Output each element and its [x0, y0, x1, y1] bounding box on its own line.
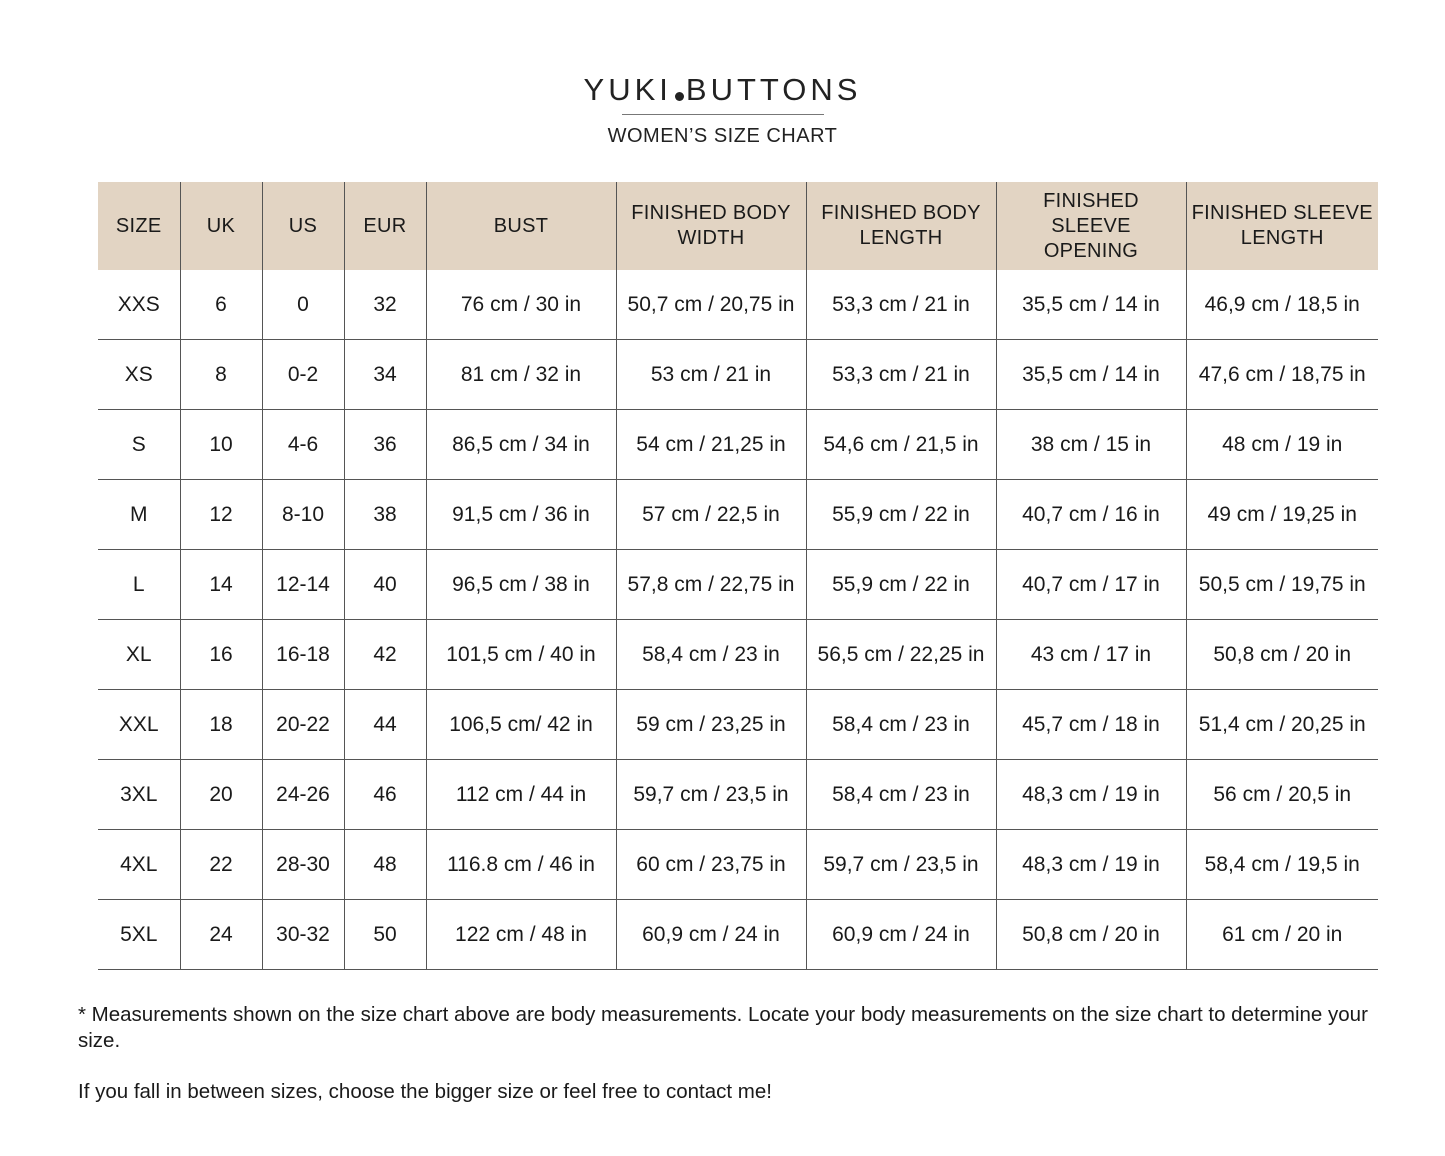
table-row: [98, 760, 1378, 830]
table-row: [98, 340, 1378, 410]
cell-us: 30-32: [262, 900, 344, 970]
table-row: [98, 480, 1378, 550]
cell-bust: 116.8 cm / 46 in: [426, 830, 616, 900]
cell-eur: 48: [344, 830, 426, 900]
cell-body-width: 58,4 cm / 23 in: [616, 620, 806, 690]
cell-body-width: 57,8 cm / 22,75 in: [616, 550, 806, 620]
cell-uk: 16: [180, 620, 262, 690]
column-header-sleeve-opening: FINISHED SLEEVE OPENING: [996, 182, 1186, 270]
cell-size: XXL: [98, 690, 180, 760]
notes: [78, 1002, 1378, 1130]
column-header-bust: BUST: [426, 182, 616, 270]
cell-bust: 91,5 cm / 36 in: [426, 480, 616, 550]
cell-sleeve-length: 48 cm / 19 in: [1186, 410, 1378, 480]
cell-eur: 32: [344, 270, 426, 340]
cell-sleeve-opening: 43 cm / 17 in: [996, 620, 1186, 690]
cell-bust: 106,5 cm/ 42 in: [426, 690, 616, 760]
column-header-us: US: [262, 182, 344, 270]
cell-sleeve-opening: 48,3 cm / 19 in: [996, 760, 1186, 830]
column-header-eur: EUR: [344, 182, 426, 270]
cell-bust: 86,5 cm / 34 in: [426, 410, 616, 480]
cell-eur: 44: [344, 690, 426, 760]
cell-uk: 12: [180, 480, 262, 550]
cell-sleeve-opening: 40,7 cm / 17 in: [996, 550, 1186, 620]
cell-body-length: 58,4 cm / 23 in: [806, 760, 996, 830]
cell-uk: 20: [180, 760, 262, 830]
cell-body-width: 57 cm / 22,5 in: [616, 480, 806, 550]
note-measurements: * Measurements shown on the size chart above are body measurements. Locate your body measurements on the size chart to determine your size.: [78, 1003, 1368, 1052]
brand-name-part1: YUKI: [583, 72, 672, 107]
cell-uk: 24: [180, 900, 262, 970]
column-header-sleeve-length: FINISHED SLEEVE LENGTH: [1186, 182, 1378, 270]
cell-sleeve-length: 56 cm / 20,5 in: [1186, 760, 1378, 830]
table-row: [98, 830, 1378, 900]
cell-size: L: [98, 550, 180, 620]
cell-us: 4-6: [262, 410, 344, 480]
cell-body-length: 60,9 cm / 24 in: [806, 900, 996, 970]
cell-size: S: [98, 410, 180, 480]
cell-body-width: 50,7 cm / 20,75 in: [616, 270, 806, 340]
cell-eur: 40: [344, 550, 426, 620]
cell-sleeve-length: 49 cm / 19,25 in: [1186, 480, 1378, 550]
cell-body-length: 53,3 cm / 21 in: [806, 270, 996, 340]
cell-size: M: [98, 480, 180, 550]
cell-bust: 101,5 cm / 40 in: [426, 620, 616, 690]
cell-sleeve-length: 47,6 cm / 18,75 in: [1186, 340, 1378, 410]
cell-sleeve-length: 50,8 cm / 20 in: [1186, 620, 1378, 690]
cell-body-width: 60,9 cm / 24 in: [616, 900, 806, 970]
cell-eur: 38: [344, 480, 426, 550]
cell-uk: 8: [180, 340, 262, 410]
brand-logo: [0, 70, 1445, 110]
cell-uk: 10: [180, 410, 262, 480]
cell-body-width: 54 cm / 21,25 in: [616, 410, 806, 480]
brand-divider: [622, 114, 824, 115]
cell-uk: 14: [180, 550, 262, 620]
cell-body-width: 59,7 cm / 23,5 in: [616, 760, 806, 830]
size-chart-table: [98, 182, 1378, 970]
cell-bust: 76 cm / 30 in: [426, 270, 616, 340]
cell-body-length: 55,9 cm / 22 in: [806, 480, 996, 550]
brand-dot-icon: [675, 92, 684, 101]
table-row: [98, 410, 1378, 480]
cell-uk: 18: [180, 690, 262, 760]
column-header-size: SIZE: [98, 182, 180, 270]
cell-us: 24-26: [262, 760, 344, 830]
cell-body-width: 59 cm / 23,25 in: [616, 690, 806, 760]
cell-eur: 46: [344, 760, 426, 830]
cell-uk: 22: [180, 830, 262, 900]
cell-us: 12-14: [262, 550, 344, 620]
cell-sleeve-opening: 40,7 cm / 16 in: [996, 480, 1186, 550]
column-header-uk: UK: [180, 182, 262, 270]
cell-body-length: 59,7 cm / 23,5 in: [806, 830, 996, 900]
note-in-between-sizes: If you fall in between sizes, choose the bigger size or feel free to contact me!: [78, 1080, 772, 1103]
cell-us: 0-2: [262, 340, 344, 410]
cell-sleeve-length: 46,9 cm / 18,5 in: [1186, 270, 1378, 340]
cell-sleeve-length: 58,4 cm / 19,5 in: [1186, 830, 1378, 900]
cell-eur: 34: [344, 340, 426, 410]
cell-bust: 112 cm / 44 in: [426, 760, 616, 830]
cell-body-width: 53 cm / 21 in: [616, 340, 806, 410]
cell-sleeve-opening: 38 cm / 15 in: [996, 410, 1186, 480]
table-row: [98, 690, 1378, 760]
cell-eur: 36: [344, 410, 426, 480]
cell-size: XS: [98, 340, 180, 410]
cell-eur: 42: [344, 620, 426, 690]
cell-bust: 81 cm / 32 in: [426, 340, 616, 410]
cell-size: XXS: [98, 270, 180, 340]
column-header-body-length: FINISHED BODY LENGTH: [806, 182, 996, 270]
cell-eur: 50: [344, 900, 426, 970]
cell-sleeve-opening: 50,8 cm / 20 in: [996, 900, 1186, 970]
brand-name-part2: BUTTONS: [685, 72, 862, 107]
table-row: [98, 270, 1378, 340]
cell-sleeve-length: 50,5 cm / 19,75 in: [1186, 550, 1378, 620]
table-row: [98, 900, 1378, 970]
cell-sleeve-opening: 48,3 cm / 19 in: [996, 830, 1186, 900]
cell-body-length: 56,5 cm / 22,25 in: [806, 620, 996, 690]
column-header-body-width: FINISHED BODY WIDTH: [616, 182, 806, 270]
table-row: [98, 550, 1378, 620]
cell-body-width: 60 cm / 23,75 in: [616, 830, 806, 900]
cell-size: XL: [98, 620, 180, 690]
cell-sleeve-opening: 45,7 cm / 18 in: [996, 690, 1186, 760]
cell-us: 16-18: [262, 620, 344, 690]
cell-size: 4XL: [98, 830, 180, 900]
cell-sleeve-length: 51,4 cm / 20,25 in: [1186, 690, 1378, 760]
cell-sleeve-opening: 35,5 cm / 14 in: [996, 270, 1186, 340]
table-row: [98, 620, 1378, 690]
cell-size: 5XL: [98, 900, 180, 970]
cell-sleeve-opening: 35,5 cm / 14 in: [996, 340, 1186, 410]
cell-us: 20-22: [262, 690, 344, 760]
cell-body-length: 58,4 cm / 23 in: [806, 690, 996, 760]
cell-bust: 122 cm / 48 in: [426, 900, 616, 970]
cell-body-length: 53,3 cm / 21 in: [806, 340, 996, 410]
cell-size: 3XL: [98, 760, 180, 830]
cell-uk: 6: [180, 270, 262, 340]
page-title: WOMEN’S SIZE CHART: [607, 125, 838, 147]
cell-sleeve-length: 61 cm / 20 in: [1186, 900, 1378, 970]
cell-us: 8-10: [262, 480, 344, 550]
table-header-row: [98, 182, 1378, 270]
cell-body-length: 55,9 cm / 22 in: [806, 550, 996, 620]
cell-us: 28-30: [262, 830, 344, 900]
cell-bust: 96,5 cm / 38 in: [426, 550, 616, 620]
cell-us: 0: [262, 270, 344, 340]
cell-body-length: 54,6 cm / 21,5 in: [806, 410, 996, 480]
